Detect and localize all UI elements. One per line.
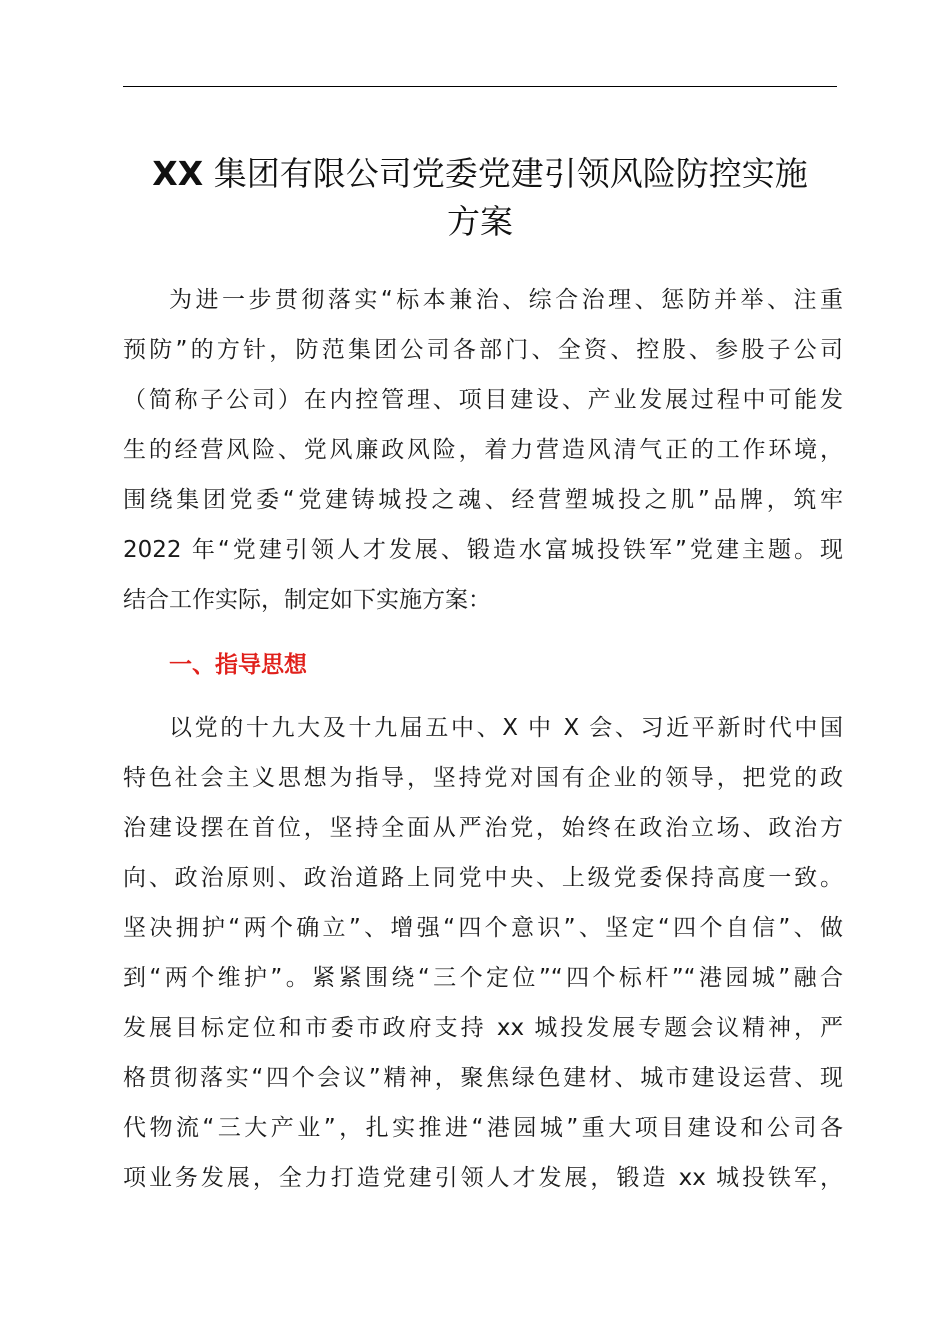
paragraph-line: 生的经营风险、党风廉政风险，着力营造风清气正的工作环境， bbox=[123, 437, 843, 463]
paragraph-line: 特色社会主义思想为指导，坚持党对国有企业的领导，把党的政 bbox=[123, 765, 843, 791]
header-rule bbox=[123, 86, 837, 87]
paragraph-line: 发展目标定位和市委市政府支持 xx 城投发展专题会议精神，严 bbox=[123, 1015, 843, 1041]
paragraph-line: 代物流“三大产业”，扎实推进“港园城”重大项目建设和公司各 bbox=[123, 1115, 843, 1141]
paragraph-intro bbox=[123, 275, 843, 625]
section-heading-guiding-ideology: 一、指导思想 bbox=[169, 652, 307, 678]
title-line-1 bbox=[118, 150, 842, 198]
title-line-2 bbox=[118, 198, 842, 246]
paragraph-guiding-ideology bbox=[123, 703, 843, 1203]
document-title bbox=[118, 150, 842, 246]
paragraph-line: 治建设摆在首位，坚持全面从严治党，始终在政治立场、政治方 bbox=[123, 815, 843, 841]
paragraph-line: 向、政治原则、政治道路上同党中央、上级党委保持高度一致。 bbox=[123, 865, 843, 891]
paragraph-line: 预防”的方针，防范集团公司各部门、全资、控股、参股子公司 bbox=[123, 337, 843, 363]
paragraph-line: 到“两个维护”。紧紧围绕“三个定位”“四个标杆”“港园城”融合 bbox=[123, 965, 843, 991]
paragraph-line: 2022 年“党建引领人才发展、锻造水富城投铁军”党建主题。现 bbox=[123, 537, 843, 563]
paragraph-line: 项业务发展，全力打造党建引领人才发展，锻造 xx 城投铁军， bbox=[123, 1165, 843, 1191]
title-text-1: 集团有限公司党委党建引领风险防控实施 bbox=[213, 154, 808, 193]
paragraph-line: 坚决拥护“两个确立”、增强“四个意识”、坚定“四个自信”、做 bbox=[123, 915, 843, 941]
paragraph-line: 格贯彻落实“四个会议”精神，聚焦绿色建材、城市建设运营、现 bbox=[123, 1065, 843, 1091]
title-prefix: XX bbox=[152, 154, 204, 193]
paragraph-line: 结合工作实际，制定如下实施方案： bbox=[123, 587, 491, 613]
paragraph-line: 为进一步贯彻落实“标本兼治、综合治理、惩防并举、注重 bbox=[169, 287, 843, 313]
paragraph-line: （简称子公司）在内控管理、项目建设、产业发展过程中可能发 bbox=[123, 387, 843, 413]
title-text-2: 方案 bbox=[447, 202, 513, 241]
paragraph-line: 围绕集团党委“党建铸城投之魂、经营塑城投之肌”品牌，筑牢 bbox=[123, 487, 843, 513]
paragraph-line: 以党的十九大及十九届五中、X 中 X 会、习近平新时代中国 bbox=[169, 715, 843, 741]
